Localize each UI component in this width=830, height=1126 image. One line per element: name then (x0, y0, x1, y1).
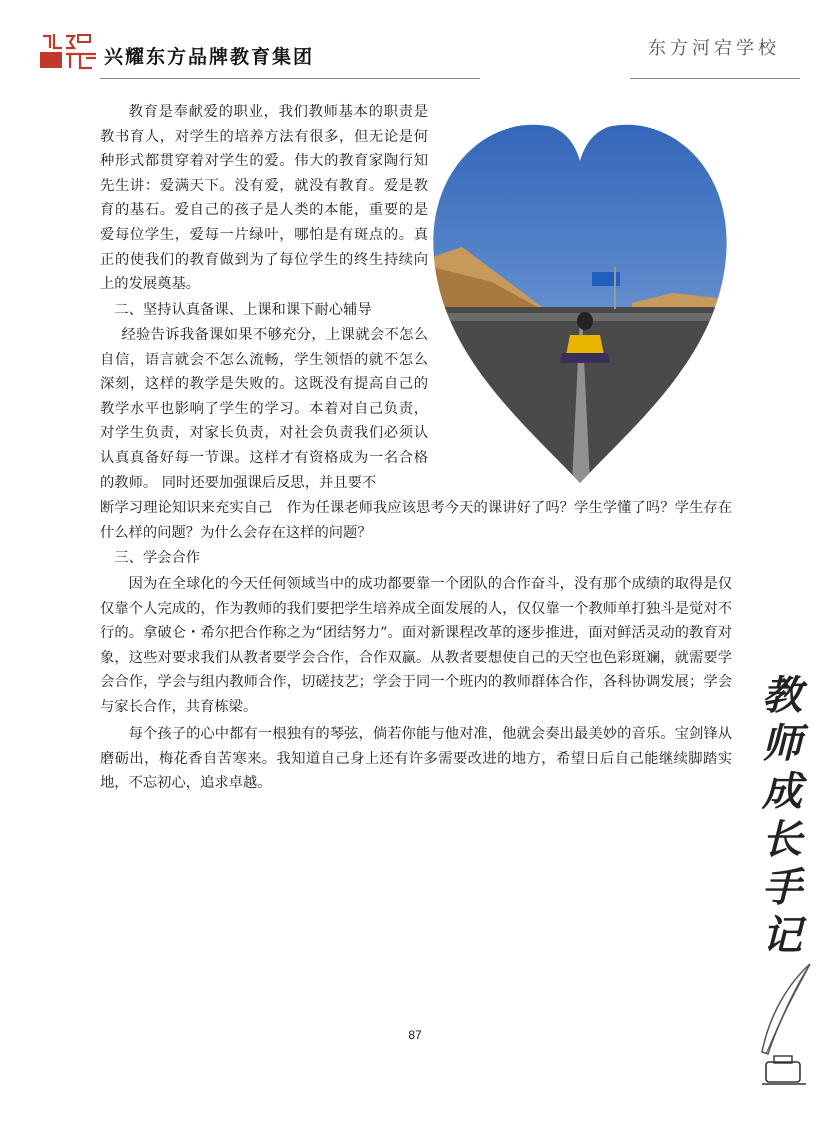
paragraph-2a: 经验告诉我备课如果不够充分，上课就会不怎么自信，语言就会不怎么流畅，学生领悟的就不怎么深刻，这样的教学是失败的。这既没有提高自己的教学水平也影响了学生的学习。本着对自己负责，对学生负责，对家长负责，对社会负责我们必须认认真真备好每一节课。这样才有资格成为一名合格的教师。 同时还要加强课后反思，并且要不 (100, 327, 428, 491)
side-title-char: 师 (762, 720, 802, 767)
heart-photo (432, 107, 728, 483)
side-title-vertical (752, 672, 812, 960)
group-name: 兴耀东方品牌教育集团 (104, 46, 315, 68)
quill-pen-icon (740, 962, 820, 1092)
side-title-char: 教 (762, 672, 802, 719)
side-title-char: 记 (762, 912, 802, 959)
school-name: 东方河宕学校 (648, 38, 780, 59)
group-logo (40, 30, 98, 70)
header-rule-right (630, 78, 800, 79)
side-title-char: 长 (762, 816, 802, 863)
section-heading-2: 二、坚持认真备课、上课和课下耐心辅导 (114, 302, 372, 318)
paragraph-2b: 断学习理论知识来充实自己 作为任课老师我应该思考今天的课讲好了吗？学生学懂了吗？学生存在什么样的问题？为什么会存在这样的问题？ (100, 500, 732, 541)
paragraph-4: 每个孩子的心中都有一根独有的琴弦，倘若你能与他对准，他就会奏出最美妙的音乐。宝剑锋从磨砺出，梅花香自苦寒来。我知道自己身上还有许多需要改进的地方，希望日后自己能继续脚踏实地，不忘初心，追求卓越。 (100, 726, 732, 792)
page-number: 87 (408, 1028, 422, 1042)
page-header (0, 0, 830, 80)
paragraph-3: 因为在全球化的今天任何领域当中的成功都要靠一个团队的合作奋斗，没有那个成绩的取得是仅仅靠个人完成的，作为教师的我们要把学生培养成全面发展的人，仅仅靠一个教师单打独斗是觉对不行的。拿破仑・希尔把合作称之为“团结努力”。面对新课程改革的逐步推进，面对鲜活灵动的教育对象，这些对要求我们从教者要学会合作，合作双赢。从教者要想使自己的天空也色彩斑斓，就需要学会合作，学会与组内教师合作，切磋技艺；学会于同一个班内的教师群体合作，各科协调发展；学会与家长合作，共育栋梁。 (100, 576, 732, 715)
side-title-char: 成 (762, 768, 802, 815)
header-rule-left (100, 78, 480, 79)
side-title-char: 手 (762, 864, 802, 911)
paragraph-1: 教育是奉献爱的职业，我们教师基本的职责是教书育人，对学生的培养方法有很多，但无论是何种形式都贯穿着对学生的爱。伟大的教育家陶行知先生讲：爱满天下。没有爱，就没有教育。爱是教育的基石。爱自己的孩子是人类的本能，重要的是爱每位学生，爱每一片绿叶，哪怕是有斑点的。真正的使我们的教育做到为了每位学生的终生持续向上的发展奠基。 (100, 104, 428, 293)
section-heading-3: 三、学会合作 (114, 550, 201, 566)
